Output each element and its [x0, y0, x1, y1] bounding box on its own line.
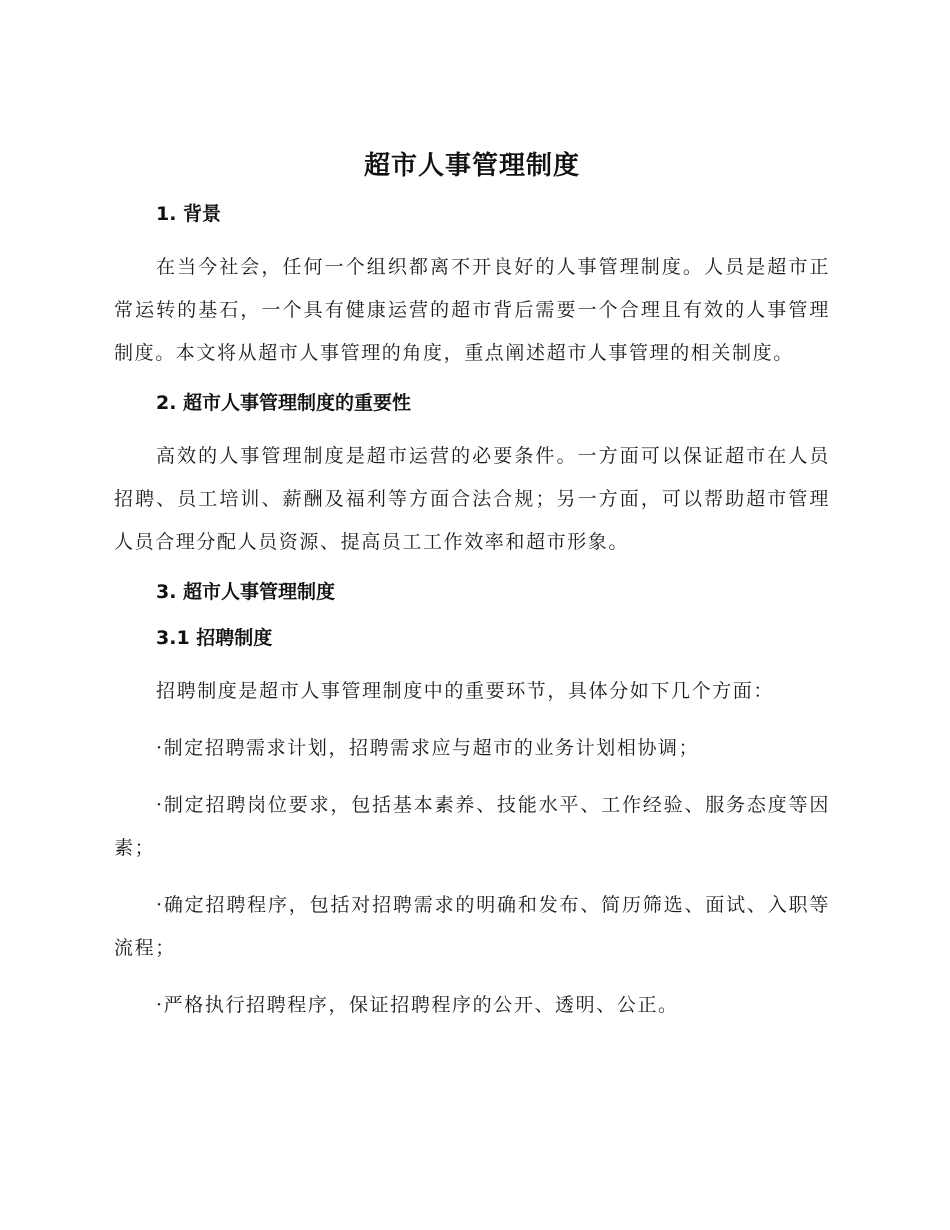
section-heading-system: 3. 超市人事管理制度: [156, 581, 336, 603]
bullet-item: ·制定招聘岗位要求，包括基本素养、技能水平、工作经验、服务态度等因素；: [114, 794, 830, 859]
paragraph-background: 在当今社会，任何一个组织都离不开良好的人事管理制度。人员是超市正常运转的基石，一个具有健康运营的超市背后需要一个合理且有效的人事管理制度。本文将从超市人事管理的角度，重点阐述超市人事管理的相关制度。: [114, 256, 830, 364]
document-title: 超市人事管理制度: [363, 151, 580, 181]
section-heading-background: 1. 背景: [156, 203, 222, 225]
document-body: [114, 146, 830, 1041]
section-heading-importance: 2. 超市人事管理制度的重要性: [156, 392, 412, 414]
bullet-item: ·严格执行招聘程序，保证招聘程序的公开、透明、公正。: [156, 994, 679, 1016]
bullet-item: ·制定招聘需求计划，招聘需求应与超市的业务计划相协调；: [156, 737, 700, 759]
subsection-heading-recruitment: 3.1 招聘制度: [156, 627, 273, 649]
bullet-item: ·确定招聘程序，包括对招聘需求的明确和发布、简历筛选、面试、入职等流程；: [114, 894, 830, 959]
paragraph-importance: 高效的人事管理制度是超市运营的必要条件。一方面可以保证超市在人员招聘、员工培训、薪酬及福利等方面合法合规；另一方面，可以帮助超市管理人员合理分配人员资源、提高员工工作效率和超市形象。: [114, 445, 830, 553]
paragraph-recruitment-intro: 招聘制度是超市人事管理制度中的重要环节，具体分如下几个方面：: [156, 680, 775, 702]
